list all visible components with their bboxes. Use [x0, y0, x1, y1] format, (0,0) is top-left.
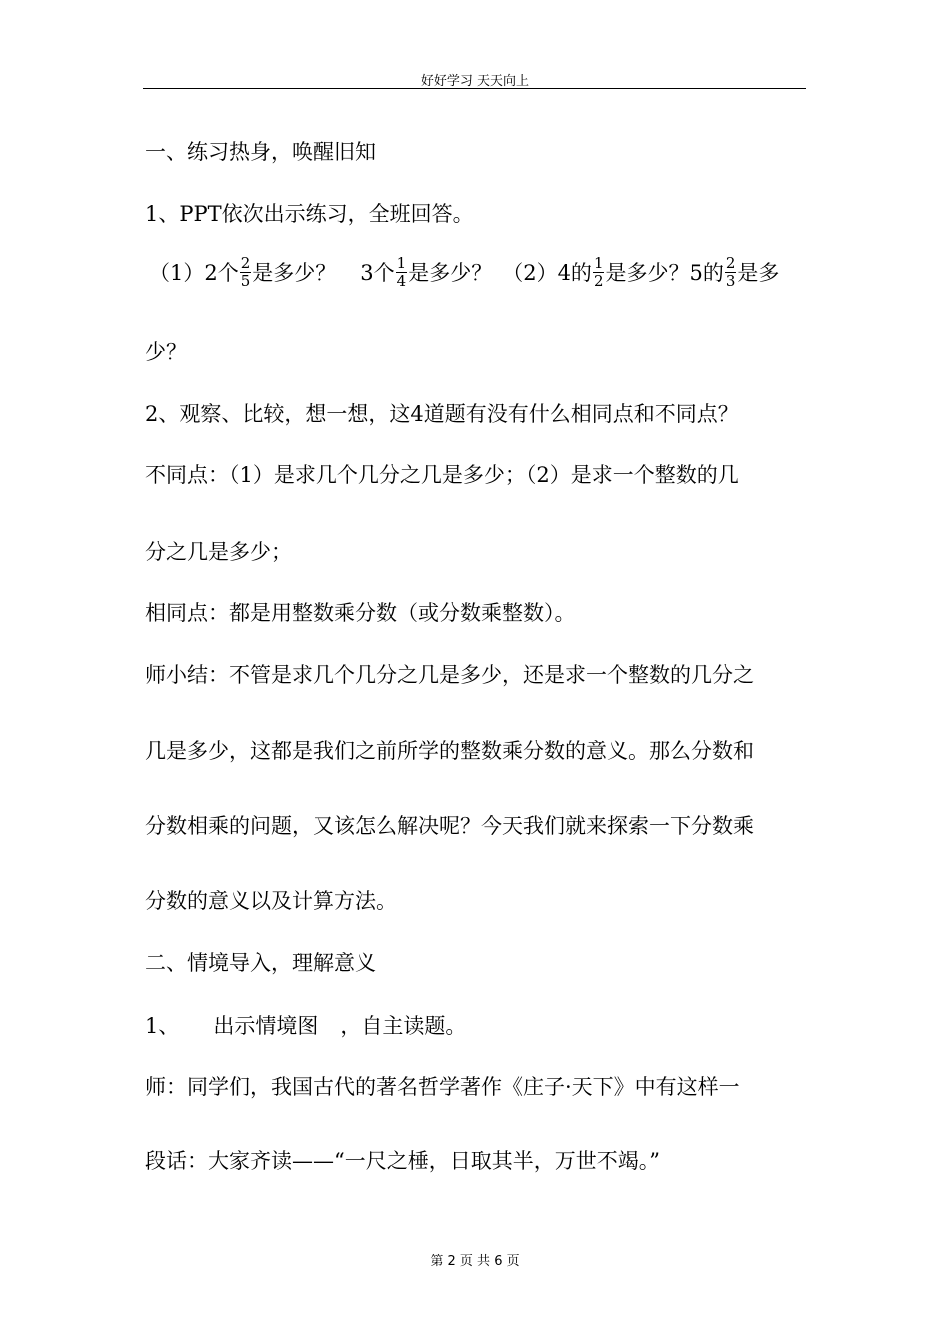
fraction	[396, 256, 408, 289]
fraction-numerator: 1	[396, 254, 407, 272]
section-heading-1: 一、练习热身，唤醒旧知	[145, 140, 376, 164]
section-heading-2: 二、情境导入，理解意义	[145, 951, 376, 975]
paragraph-line: 相同点：都是用整数乘分数（或分数乘整数）。	[145, 601, 576, 625]
paragraph-line: 师小结：不管是求几个几分之几是多少，还是求一个整数的几分之	[145, 663, 754, 687]
fraction	[240, 256, 252, 289]
question-text: 是多少？5的	[605, 261, 724, 285]
question-text: （2）4的	[502, 261, 592, 285]
paragraph-line: 2、观察、比较，想一想，这4道题有没有什么相同点和不同点？	[145, 402, 739, 426]
fraction-numerator: 1	[593, 254, 604, 272]
header-rule	[143, 88, 806, 89]
question-line	[149, 254, 780, 291]
situation-text: 出示情境图	[213, 1014, 319, 1038]
paragraph-line: 1、PPT依次出示练习，全班回答。	[145, 202, 474, 226]
paragraph-line: 少？	[145, 340, 187, 364]
fraction-numerator: 2	[240, 254, 251, 272]
paragraph-line: 师：同学们，我国古代的著名哲学著作《庄子·天下》中有这样一	[145, 1075, 740, 1099]
list-number: 1、	[145, 1014, 180, 1038]
fraction-denominator: 3	[725, 272, 736, 290]
situation-line	[145, 1011, 466, 1041]
question-text: （1）2个	[149, 261, 239, 285]
paragraph-line: 段话：大家齐读——“一尺之棰，日取其半，万世不竭。”	[145, 1149, 660, 1173]
page-header: 好好学习 天天向上	[420, 74, 530, 89]
fraction	[593, 256, 605, 289]
question-text: 是多少？	[408, 261, 493, 285]
question-text: 3个	[360, 261, 395, 285]
fraction-denominator: 5	[240, 272, 251, 290]
paragraph-line: 分数的意义以及计算方法。	[145, 889, 397, 913]
fraction-denominator: 2	[593, 272, 604, 290]
paragraph-line: 分数相乘的问题，又该怎么解决呢？今天我们就来探索一下分数乘	[145, 814, 754, 838]
fraction-denominator: 4	[396, 272, 407, 290]
paragraph-line: 几是多少，这都是我们之前所学的整数乘分数的意义。那么分数和	[145, 739, 754, 763]
question-text: 是多少？	[252, 261, 337, 285]
fraction-numerator: 2	[725, 254, 736, 272]
paragraph-line: 不同点：（1）是求几个几分之几是多少；（2）是求一个整数的几	[145, 463, 739, 487]
question-text: 是多	[737, 261, 780, 285]
paragraph-line: 分之几是多少；	[145, 540, 292, 564]
page-footer: 第 2 页 共 6 页	[430, 1254, 520, 1269]
fraction	[725, 256, 737, 289]
situation-text: ，自主读题。	[340, 1014, 467, 1038]
